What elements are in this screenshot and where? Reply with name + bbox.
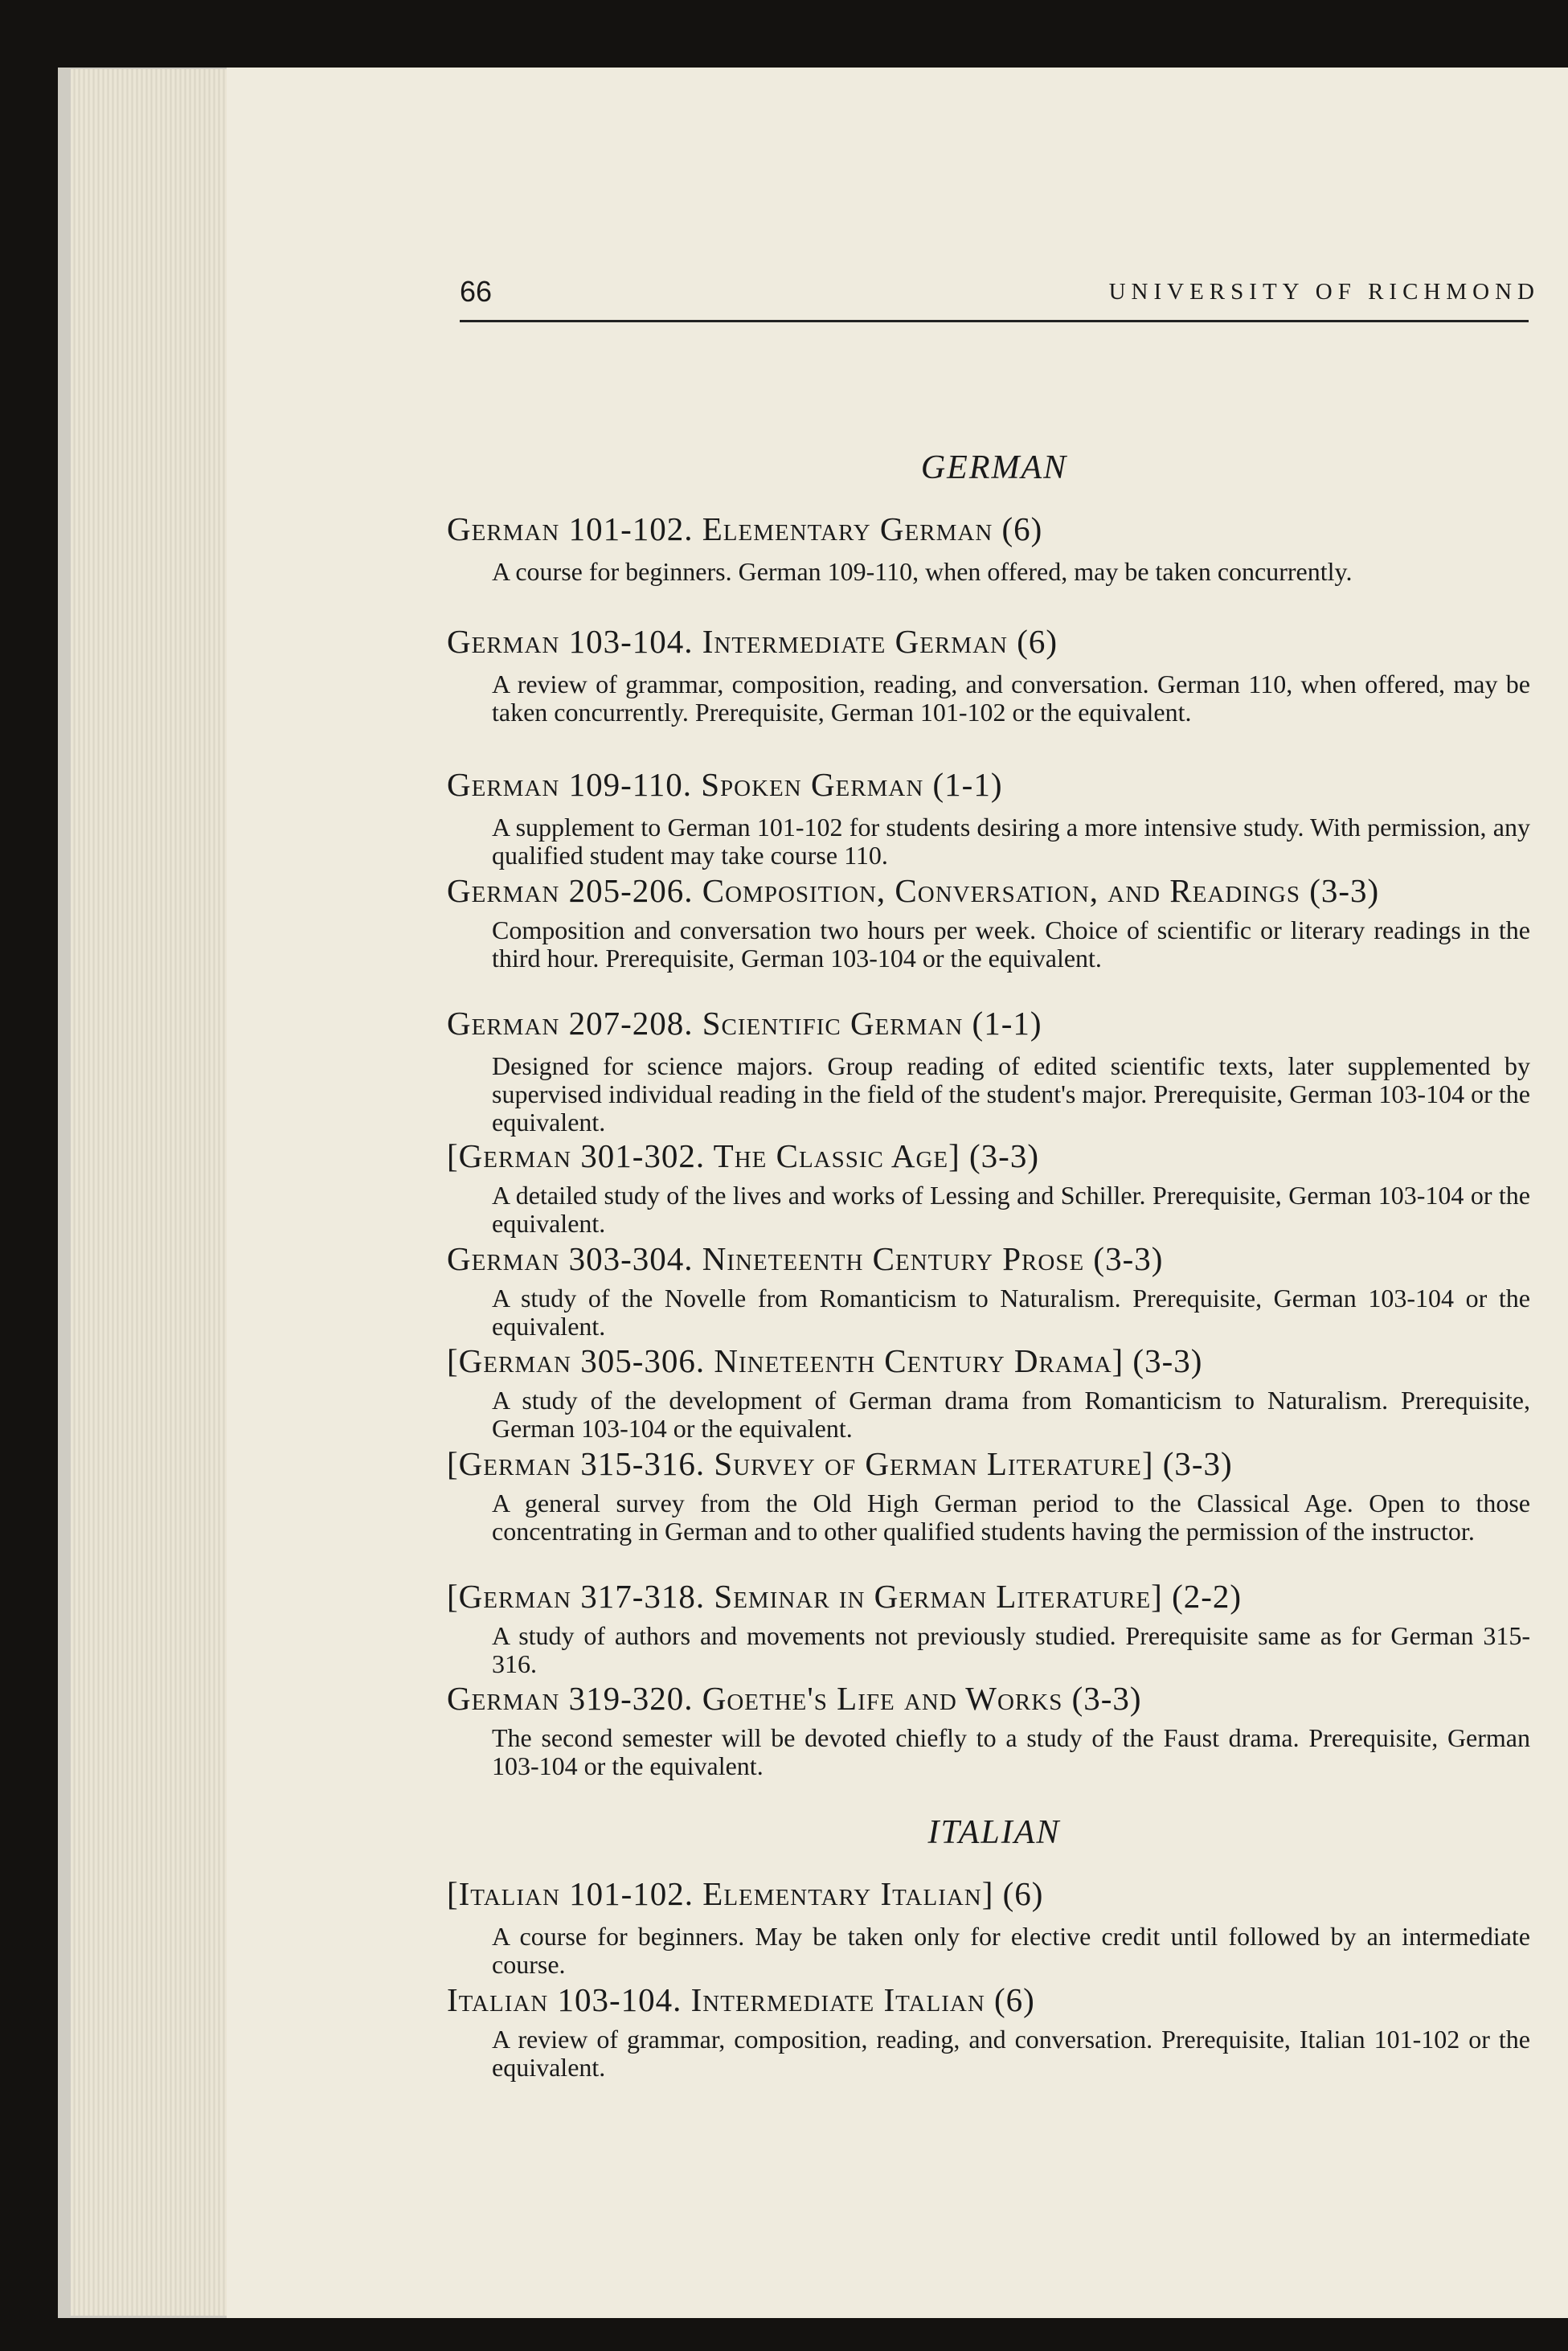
catalog-page bbox=[227, 68, 1568, 2318]
course-description: A course for beginners. German 109-110, when offered, may be taken concurrently. bbox=[492, 557, 1353, 586]
course-title: German 207-208. Scientific German (1-1) bbox=[447, 1005, 1042, 1042]
course-description: A review of grammar, composition, reading, and conversation. German 110, when offered, may be taken concurrently. Prerequisite, German 101-102 or the equivalent. bbox=[492, 670, 1530, 727]
course-description: A detailed study of the lives and works of Lessing and Schiller. Prerequisite, German 103-104 or the equivalent. bbox=[492, 1181, 1530, 1238]
course-description: A study of authors and movements not previously studied. Prerequisite same as for German 315-316. bbox=[492, 1621, 1530, 1678]
course-title: German 109-110. Spoken German (1-1) bbox=[447, 766, 1003, 803]
course-description: A general survey from the Old High German period to the Classical Age. Open to those concentrating in German and to other qualified students having the permission of the instructor. bbox=[492, 1489, 1530, 1546]
course-description: Designed for science majors. Group reading of edited scientific texts, later supplemented by supervised individual reading in the field of the student's major. Prerequisite, German 103-104 or the equivalent. bbox=[492, 1051, 1530, 1137]
section-title-italian: ITALIAN bbox=[927, 1814, 1061, 1851]
section-title-german: GERMAN bbox=[920, 449, 1068, 486]
course-description: A review of grammar, composition, reading, and conversation. Prerequisite, Italian 101-102 or the equivalent. bbox=[492, 2025, 1530, 2082]
course-description: A study of the Novelle from Romanticism to Naturalism. Prerequisite, German 103-104 or the equivalent. bbox=[492, 1284, 1530, 1341]
course-title: German 103-104. Intermediate German (6) bbox=[447, 623, 1058, 660]
course-title: German 101-102. Elementary German (6) bbox=[447, 510, 1043, 547]
course-title: [German 315-316. Survey of German Literature] (3-3) bbox=[447, 1445, 1233, 1482]
course-description: A supplement to German 101-102 for students desiring a more intensive study. With permission, any qualified student may take course 110. bbox=[492, 813, 1530, 870]
course-description: A course for beginners. May be taken only for elective credit until followed by an intermediate course. bbox=[492, 1922, 1530, 1979]
course-title: German 205-206. Composition, Conversation, and Readings (3-3) bbox=[447, 872, 1380, 909]
page-content bbox=[227, 68, 1568, 2318]
course-title: Italian 103-104. Intermediate Italian (6) bbox=[447, 1981, 1035, 2018]
course-title: German 319-320. Goethe's Life and Works (3-3) bbox=[447, 1680, 1142, 1717]
course-description: Composition and conversation two hours per week. Choice of scientific or literary readings in the third hour. Prerequisite, German 103-104 or the equivalent. bbox=[492, 915, 1530, 973]
course-description: A study of the development of German drama from Romanticism to Naturalism. Prerequisite, German 103-104 or the equivalent. bbox=[492, 1386, 1530, 1443]
course-title: [German 317-318. Seminar in German Literature] (2-2) bbox=[447, 1578, 1243, 1615]
course-title: [Italian 101-102. Elementary Italian] (6) bbox=[447, 1875, 1044, 1912]
course-title: [German 301-302. The Classic Age] (3-3) bbox=[447, 1137, 1039, 1174]
page-number: 66 bbox=[460, 275, 493, 308]
course-title: German 303-304. Nineteenth Century Prose (3-3) bbox=[447, 1240, 1164, 1277]
course-title: [German 305-306. Nineteenth Century Drama] (3-3) bbox=[447, 1342, 1203, 1379]
course-description: The second semester will be devoted chiefly to a study of the Faust drama. Prerequisite, German 103-104 or the equivalent. bbox=[492, 1723, 1530, 1780]
running-title: UNIVERSITY OF RICHMOND bbox=[1108, 279, 1540, 305]
page-edges bbox=[71, 69, 231, 2316]
